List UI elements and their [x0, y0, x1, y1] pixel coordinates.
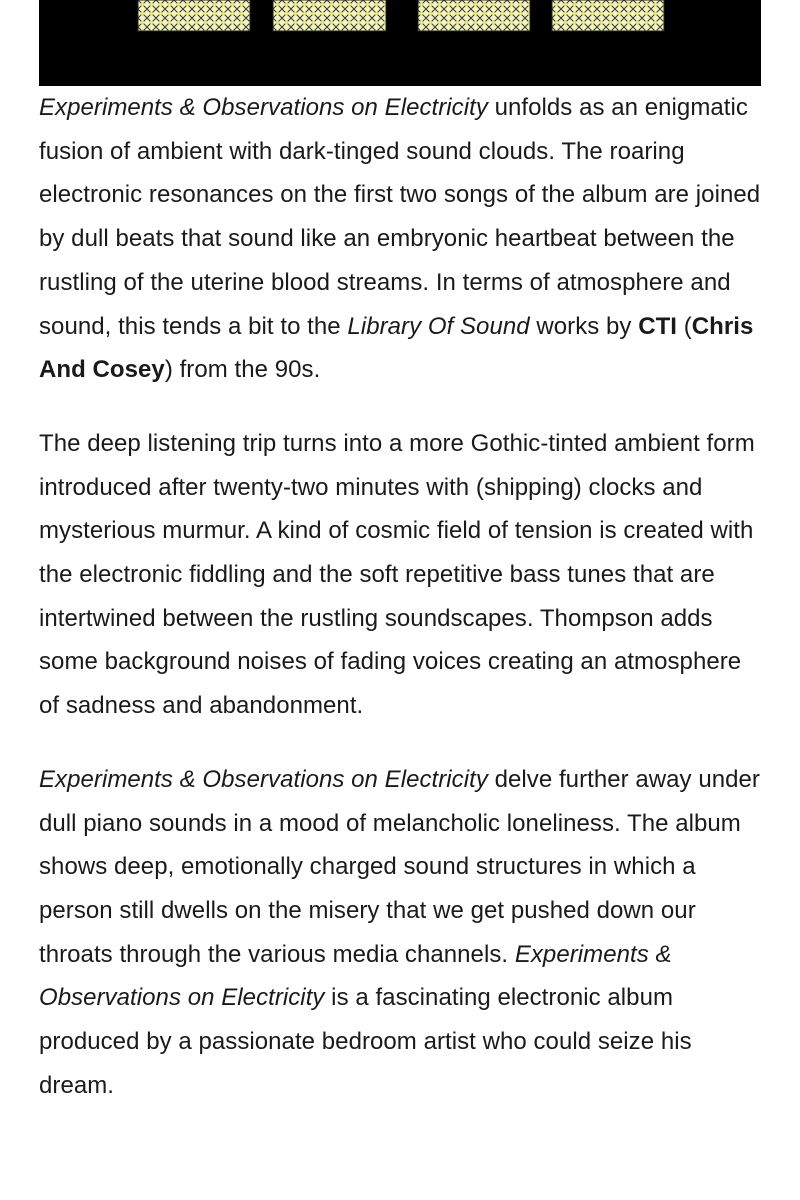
- album-title: Experiments & Observations on Electricity: [39, 94, 488, 121]
- paragraph-2-text: The deep listening trip turns into a more Gothic-tinted ambient form introduced after twenty-two minutes with (shipping) clocks and mysterious murmur. A kind of cosmic field of tension is created with the electronic fiddling and the soft repetitive bass tunes that are intertwined between the rustling soundscapes. Thompson adds some background noises of fading voices creating an atmosphere of sadness and abandonment.: [39, 429, 755, 720]
- paragraph-1-text-a: unfolds as an enigmatic fusion of ambient with dark-tinged sound clouds. The roaring electronic resonances on the first two songs of the album are joined by dull beats that sound like an embryonic heartbeat between the rustling of the uterine blood streams. In terms of atmosphere and sound, this tends a bit to the: [39, 94, 761, 340]
- paragraph-1-text-b: works by: [529, 312, 639, 340]
- window-pane-3: [418, 0, 530, 31]
- paragraph-1-text-d: ) from the 90s.: [164, 356, 321, 384]
- window-panes-graphic: [39, 0, 761, 86]
- artist-name-cti: CTI: [638, 312, 677, 340]
- artist-name-chris-and-cosey: Chris And Cosey: [39, 312, 754, 384]
- window-pane-4: [552, 0, 664, 31]
- paragraph-3: [39, 758, 764, 1108]
- album-title: Experiments & Observations on Electricity: [39, 765, 488, 793]
- paragraph-3-text-a: delve further away under dull piano sounds in a mood of melancholic loneliness. The album shows deep, emotionally charged sound structures in which a person still dwells on the misery that we get pushed down our throats through the various media channels.: [39, 765, 760, 968]
- stained-glass-window-image: [39, 0, 761, 86]
- paragraph-1-text-c: (: [677, 312, 692, 340]
- paragraph-1: [39, 86, 764, 392]
- paragraph-2: [39, 422, 764, 728]
- window-pane-1: [138, 0, 250, 31]
- paragraph-3-text-b: is a fascinating electronic album produced by a passionate bedroom artist who could seize his dream.: [39, 984, 692, 1099]
- reference-work-title: Library Of Sound: [347, 312, 530, 340]
- window-pane-2: [273, 0, 386, 31]
- album-title: Experiments & Observations on Electricity: [39, 940, 672, 1012]
- article-body: [39, 86, 764, 1107]
